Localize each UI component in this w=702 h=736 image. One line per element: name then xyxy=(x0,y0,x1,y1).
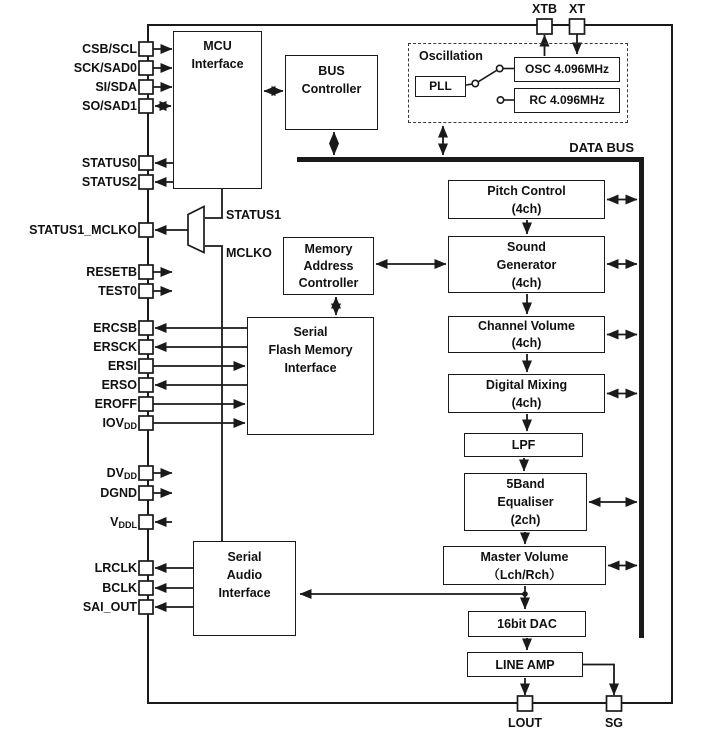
block-mac-line1: Memory xyxy=(304,241,353,256)
clock-mux xyxy=(188,207,204,253)
block-rc-line1: RC 4.096MHz xyxy=(529,93,605,107)
block-channel-volume xyxy=(448,316,605,353)
pin-label-dvdd-base: DV xyxy=(106,466,124,480)
pin-square-dgnd xyxy=(139,486,153,500)
pin-square-sai-out xyxy=(139,600,153,614)
pin-label-si-sda: SI/SDA xyxy=(95,80,137,94)
block-serial-flash-line1: Serial xyxy=(293,325,328,339)
status1-net-label: STATUS1 xyxy=(226,208,282,222)
block-mcu-interface-line1: MCU xyxy=(203,39,232,53)
pin-square-sg xyxy=(607,696,622,711)
pin-square-xt xyxy=(570,19,585,34)
pin-label-dvdd xyxy=(107,466,137,480)
pin-label-dgnd: DGND xyxy=(100,486,137,500)
pin-square-lout xyxy=(518,696,533,711)
pin-label-lout: LOUT xyxy=(507,716,543,730)
block-digital-mixing-line1: Digital Mixing xyxy=(485,377,568,392)
pin-square-so-sad1 xyxy=(139,99,153,113)
pin-label-bclk: BCLK xyxy=(102,581,137,595)
block-lpf xyxy=(464,433,583,457)
pin-square-xtb xyxy=(537,19,552,34)
block-master-volume-line2: （Lch/Rch） xyxy=(487,567,562,582)
pin-label-test0: TEST0 xyxy=(98,284,137,298)
pin-label-xt: XT xyxy=(569,2,585,16)
pin-label-vddl-base: V xyxy=(110,515,119,529)
pin-label-eroff: EROFF xyxy=(94,397,137,411)
oscillation-group-title: Oscillation xyxy=(419,49,483,63)
junction-dot xyxy=(522,591,528,597)
pin-label-vddl xyxy=(110,515,137,529)
pin-label-ersck: ERSCK xyxy=(93,340,137,354)
block-equaliser xyxy=(464,473,587,531)
pin-square-ercsb xyxy=(139,321,153,335)
block-equaliser-line1: 5Band xyxy=(506,477,545,491)
pin-label-lrclk: LRCLK xyxy=(94,561,137,575)
block-line-amp xyxy=(467,652,583,677)
pin-square-status2 xyxy=(139,175,153,189)
pin-square-ersi xyxy=(139,359,153,373)
pin-square-bclk xyxy=(139,581,153,595)
pin-square-csb-scl xyxy=(139,42,153,56)
block-sound-generator-line1: Sound xyxy=(507,239,546,254)
block-digital-mixing-line2: (4ch) xyxy=(511,395,542,410)
block-equaliser-line2: Equaliser xyxy=(497,495,554,509)
block-serial-flash-line3: Interface xyxy=(284,361,337,375)
block-equaliser-line3: (2ch) xyxy=(510,513,541,527)
block-sound-generator-line2: Generator xyxy=(496,257,557,272)
block-master-volume xyxy=(443,546,606,585)
pin-label-dvdd-sub: DD xyxy=(124,471,137,481)
pin-label-erso: ERSO xyxy=(101,378,137,392)
block-osc-line1: OSC 4.096MHz xyxy=(524,62,610,76)
data-bus-label: DATA BUS xyxy=(569,140,634,155)
pin-square-lrclk xyxy=(139,561,153,575)
pin-square-eroff xyxy=(139,397,153,411)
block-serial-audio-line1: Serial xyxy=(227,550,262,564)
pin-label-iovdd-sub: DD xyxy=(124,421,137,431)
block-channel-volume-line1: Channel Volume xyxy=(477,318,575,333)
pin-label-vddl-sub: DDL xyxy=(118,520,137,530)
block-digital-mixing xyxy=(448,374,605,413)
block-rc xyxy=(514,88,620,113)
pin-square-erso xyxy=(139,378,153,392)
block-16bit-dac xyxy=(468,611,586,637)
pin-label-sck-sad0: SCK/SAD0 xyxy=(73,61,137,75)
pin-square-resetb xyxy=(139,265,153,279)
block-sound-generator-line3: (4ch) xyxy=(511,275,542,290)
pin-label-ersi: ERSI xyxy=(107,359,137,373)
block-pll xyxy=(415,76,466,97)
pin-label-csb-scl: CSB/SCL xyxy=(82,42,137,56)
block-bus-controller-line1: BUS xyxy=(318,64,345,78)
pin-square-vddl xyxy=(139,515,153,529)
pin-label-resetb: RESETB xyxy=(86,265,137,279)
pin-square-ersck xyxy=(139,340,153,354)
pin-label-ercsb: ERCSB xyxy=(93,321,137,335)
block-mcu-interface-line2: Interface xyxy=(191,57,244,71)
pin-square-test0 xyxy=(139,284,153,298)
pin-label-status1-mclko: STATUS1_MCLKO xyxy=(29,223,137,237)
pin-label-iovdd-base: IOV xyxy=(102,416,124,430)
pin-square-status1-mclko xyxy=(139,223,153,237)
pin-label-status0: STATUS0 xyxy=(81,156,137,170)
block-line-amp-line1: LINE AMP xyxy=(495,657,555,672)
block-mac-line2: Address xyxy=(303,258,354,273)
block-serial-flash-line2: Flash Memory xyxy=(268,343,353,357)
pin-square-sck-sad0 xyxy=(139,61,153,75)
block-mac-line3: Controller xyxy=(298,275,359,290)
line-status1-to-mux xyxy=(205,189,222,218)
arrow-lineamp-sg xyxy=(583,665,614,696)
block-serial-flash-memory-interface xyxy=(247,317,374,435)
block-mcu-interface xyxy=(173,31,262,189)
pin-label-sg: SG xyxy=(604,716,624,730)
block-16bit-dac-line1: 16bit DAC xyxy=(497,617,557,631)
block-channel-volume-line2: (4ch) xyxy=(511,335,542,350)
pin-square-status0 xyxy=(139,156,153,170)
block-pitch-control-line2: (4ch) xyxy=(511,201,542,216)
block-sound-generator xyxy=(448,236,605,293)
block-pitch-control xyxy=(448,180,605,219)
pin-label-status2: STATUS2 xyxy=(81,175,137,189)
block-serial-audio-line3: Interface xyxy=(218,586,271,600)
block-bus-controller xyxy=(285,55,378,130)
block-memory-address-controller xyxy=(283,237,374,295)
block-serial-audio-line2: Audio xyxy=(226,568,263,582)
line-mclko-to-mux xyxy=(205,246,222,541)
block-osc xyxy=(514,57,620,82)
pin-square-dvdd xyxy=(139,466,153,480)
mclko-net-label: MCLKO xyxy=(226,246,272,260)
pin-square-si-sda xyxy=(139,80,153,94)
pin-label-iovdd xyxy=(102,416,137,430)
block-pll-line1: PLL xyxy=(429,79,452,93)
block-pitch-control-line1: Pitch Control xyxy=(487,183,566,198)
pin-square-iovdd xyxy=(139,416,153,430)
block-lpf-line1: LPF xyxy=(511,438,536,452)
pin-label-sai-out: SAI_OUT xyxy=(82,600,137,614)
pin-label-so-sad1: SO/SAD1 xyxy=(82,99,137,113)
block-master-volume-line1: Master Volume xyxy=(480,549,569,564)
block-bus-controller-line2: Controller xyxy=(301,82,362,96)
pin-label-xtb: XTB xyxy=(532,2,557,16)
block-serial-audio-interface xyxy=(193,541,296,636)
